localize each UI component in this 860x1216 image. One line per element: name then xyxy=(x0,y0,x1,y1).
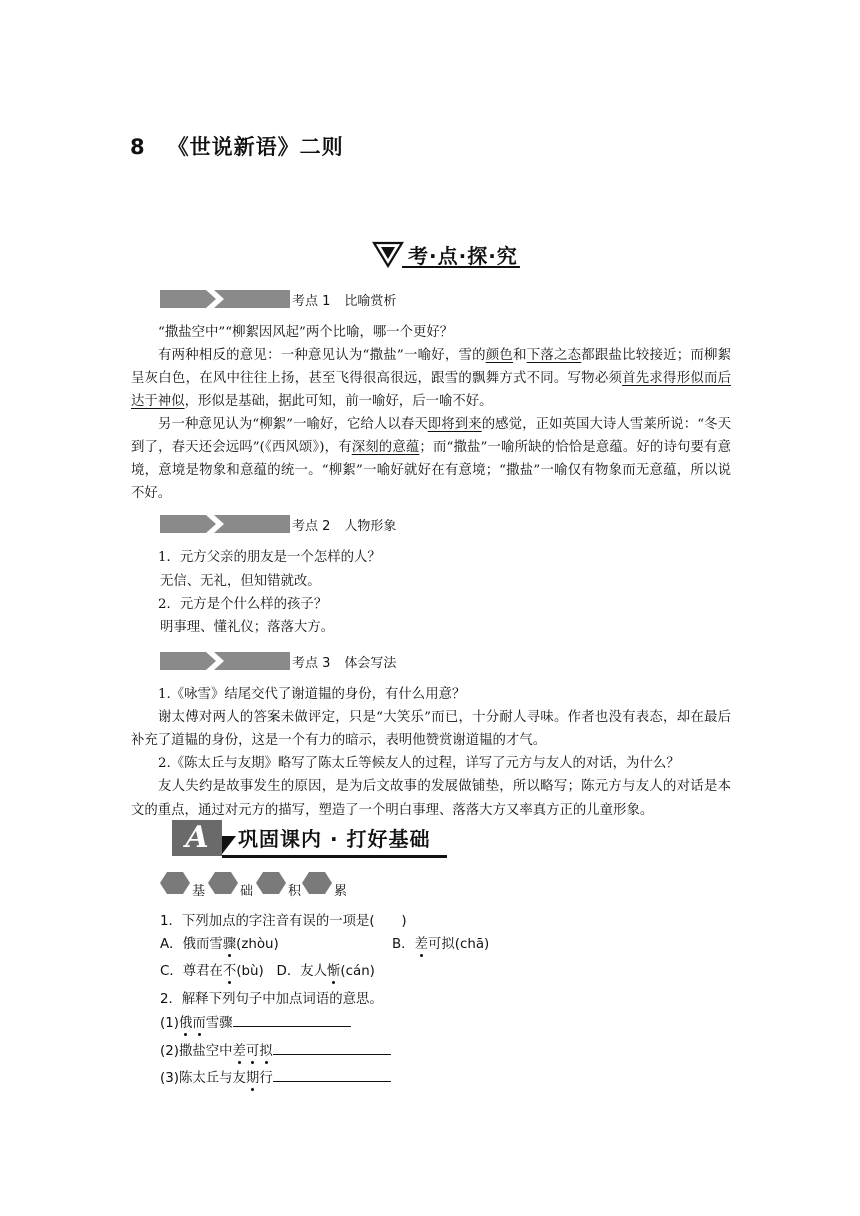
kaodian-banner xyxy=(372,238,520,270)
kaodian-label: 考点 1 xyxy=(292,293,331,309)
chevron-right-icon xyxy=(206,290,226,308)
option-c-d: C．尊君在不(bù) D．友人惭(cán) xyxy=(160,960,375,979)
kaodian-name: 比喻赏析 xyxy=(344,293,397,309)
lesson-title: 《世说新语》二则 xyxy=(167,135,344,159)
question-text: 1．元方父亲的朋友是一个怎样的人？ xyxy=(158,550,381,565)
page-title xyxy=(130,131,344,161)
kaodian-3-header xyxy=(160,651,396,671)
kaodian-bar xyxy=(160,290,290,308)
kaodian-name: 人物形象 xyxy=(344,518,397,534)
lesson-number: 8 xyxy=(130,135,146,159)
answer-blank[interactable] xyxy=(233,1012,351,1027)
kaodian-label: 考点 3 xyxy=(292,655,331,671)
answer-blank[interactable] xyxy=(273,1040,391,1055)
chevron-right-icon xyxy=(206,515,226,533)
kaodian-2-header xyxy=(160,514,396,534)
answer-paragraph: 有两种相反的意见：一种意见认为“撒盐”一喻好，雪的颜色和下落之态都跟盐比较接近；而柳絮呈灰白色，在风中往往上扬，甚至飞得很高很远，跟雪的飘舞方式不同。写物必须首先求得形似而后达于神似，形似是基础，据此可知，前一喻好，后一喻不好。 xyxy=(131,348,732,409)
hexagon-icon xyxy=(208,872,238,894)
hexagon-icon xyxy=(256,872,286,894)
jichu-jilei-label: 基 础 积 累 xyxy=(160,872,360,896)
answer-text: 无信、无礼，但知错就改。 xyxy=(160,574,321,589)
wedge-icon xyxy=(222,836,236,854)
answer-paragraph: 另一种意见认为“柳絮”一喻好，它给人以春天即将到来的感觉，正如英国大诗人雪莱所说：“冬天到了，春天还会远吗”(《西风颂》)，有深刻的意蕴；而“撒盐”一喻所缺的恰恰是意蕴。好的诗句要有意境，意境是物象和意蕴的统一。“柳絮”一喻好就好在有意境；“撒盐”一喻仅有物象而无意蕴，所以说不好。 xyxy=(131,417,731,501)
question-text: “撒盐空中”“柳絮因风起”两个比喻，哪一个更好？ xyxy=(158,325,454,340)
fill-item-3: (3)陈太丘与友期行 xyxy=(160,1067,391,1086)
kaodian-name: 体会写法 xyxy=(344,655,397,671)
question-2: 2．解释下列句子中加点词语的意思。 xyxy=(160,992,383,1007)
hexagon-icon xyxy=(302,872,332,894)
chevron-right-icon xyxy=(206,652,226,670)
triangle-icon xyxy=(372,240,404,268)
question-text: 1.《咏雪》结尾交代了谢道韫的身份，有什么用意？ xyxy=(158,687,466,702)
section-title: 巩固课内 · 打好基础 xyxy=(238,827,431,851)
kaodian-bar xyxy=(160,652,290,670)
kaodian-label: 考点 2 xyxy=(292,518,331,534)
question-text: 2.《陈太丘与友期》略写了陈太丘等候友人的过程，详写了元方与友人的对话，为什么？ xyxy=(158,756,680,771)
option-a: A．俄而雪骤(zhòu) xyxy=(160,933,279,952)
fill-item-2: (2)撒盐空中差可拟 xyxy=(160,1040,391,1059)
answer-paragraph: 谢太傅对两人的答案未做评定，只是“大笑乐”而已，十分耐人寻味。作者也没有表态，却在最后补充了道韫的身份，这是一个有力的暗示，表明他赞赏谢道韫的才气。 xyxy=(131,710,731,748)
question-text: 2．元方是个什么样的孩子？ xyxy=(158,597,328,612)
fill-item-1: (1)俄而雪骤 xyxy=(160,1012,351,1031)
answer-blank[interactable] xyxy=(273,1067,391,1082)
section-letter: A xyxy=(172,820,222,856)
section-a-heading xyxy=(172,820,447,858)
hexagon-icon xyxy=(160,872,190,894)
option-b: B．差可拟(chā) xyxy=(392,933,489,952)
kaodian-1-header xyxy=(160,289,396,309)
answer-text: 明事理、懂礼仪；落落大方。 xyxy=(160,620,335,635)
answer-paragraph: 友人失约是故事发生的原因，是为后文故事的发展做铺垫，所以略写；陈元方与友人的对话是本文的重点，通过对元方的描写，塑造了一个明白事理、落落大方又率真方正的儿童形象。 xyxy=(131,779,731,818)
question-1: 1．下列加点的字注音有误的一项是( ) xyxy=(160,914,407,929)
banner-text: 考·点·探·究 xyxy=(408,244,518,268)
kaodian-bar xyxy=(160,515,290,533)
